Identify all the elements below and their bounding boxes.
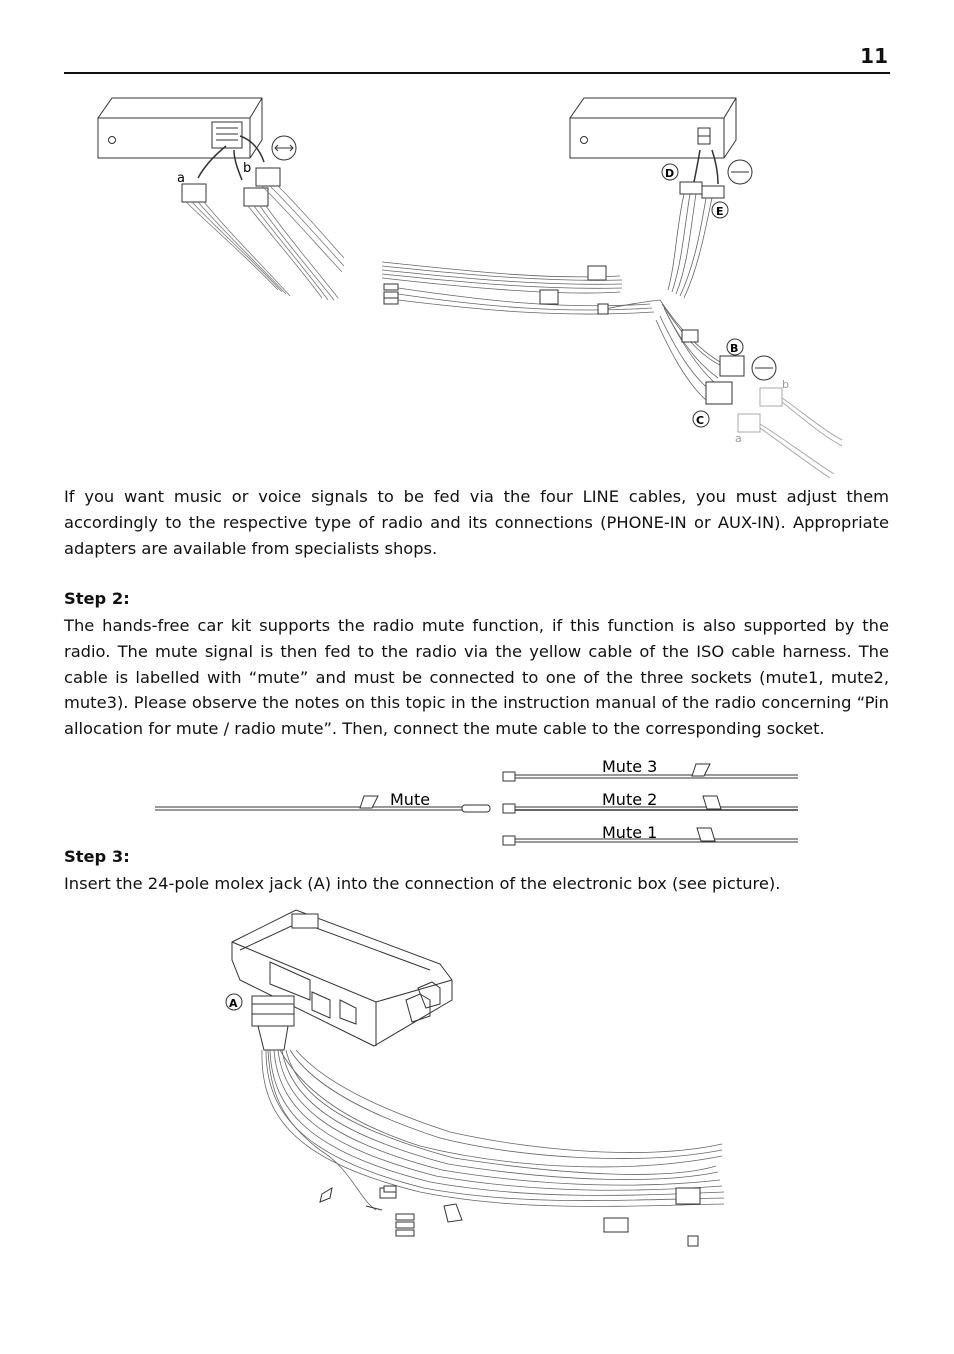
label-b-right: b bbox=[782, 378, 789, 391]
mute3-label: Mute 3 bbox=[602, 757, 658, 776]
mute-label: Mute bbox=[390, 790, 431, 809]
page-number: 11 bbox=[860, 44, 888, 68]
label-a-left: a bbox=[177, 171, 185, 186]
label-b-left: b bbox=[243, 161, 252, 176]
label-C: C bbox=[696, 414, 705, 427]
label-a-right: a bbox=[735, 432, 742, 445]
label-D: D bbox=[665, 167, 675, 180]
step2-heading: Step 2: bbox=[64, 589, 130, 608]
label-E: E bbox=[716, 205, 724, 218]
figure-electronic-box bbox=[0, 900, 954, 1260]
mute-diagram bbox=[0, 752, 954, 852]
mute2-label: Mute 2 bbox=[602, 790, 658, 809]
step2-text: The hands-free car kit supports the radio mute function, if this function is also supported by the radio. The mute signal is then fed to the radio via the yellow cable of the ISO cable harness. The cable is labelled with “mute” and must be connected to one of the three sockets (mute1, mute2, mute3). Please observe the notes on this topic in the instruction manual of the radio concerning “Pin allocation for mute / radio mute”. Then, connect the mute cable to the corresponding socket. bbox=[64, 616, 889, 739]
radio-box-right bbox=[570, 98, 736, 158]
label-A: A bbox=[229, 997, 238, 1010]
mute1-label: Mute 1 bbox=[602, 823, 658, 842]
step3-heading: Step 3: bbox=[64, 847, 130, 866]
figure-connection-diagram bbox=[0, 0, 954, 480]
label-B: B bbox=[730, 342, 739, 355]
paragraph-line-cables: If you want music or voice signals to be fed via the four LINE cables, you must adjust them accordingly to the respective type of radio and its connections (PHONE-IN or AUX-IN). Appropriate adapters are available from specialists shops. bbox=[64, 487, 889, 558]
step3-text: Insert the 24-pole molex jack (A) into the connection of the electronic box (see picture). bbox=[64, 874, 781, 893]
radio-box-left bbox=[98, 98, 262, 158]
